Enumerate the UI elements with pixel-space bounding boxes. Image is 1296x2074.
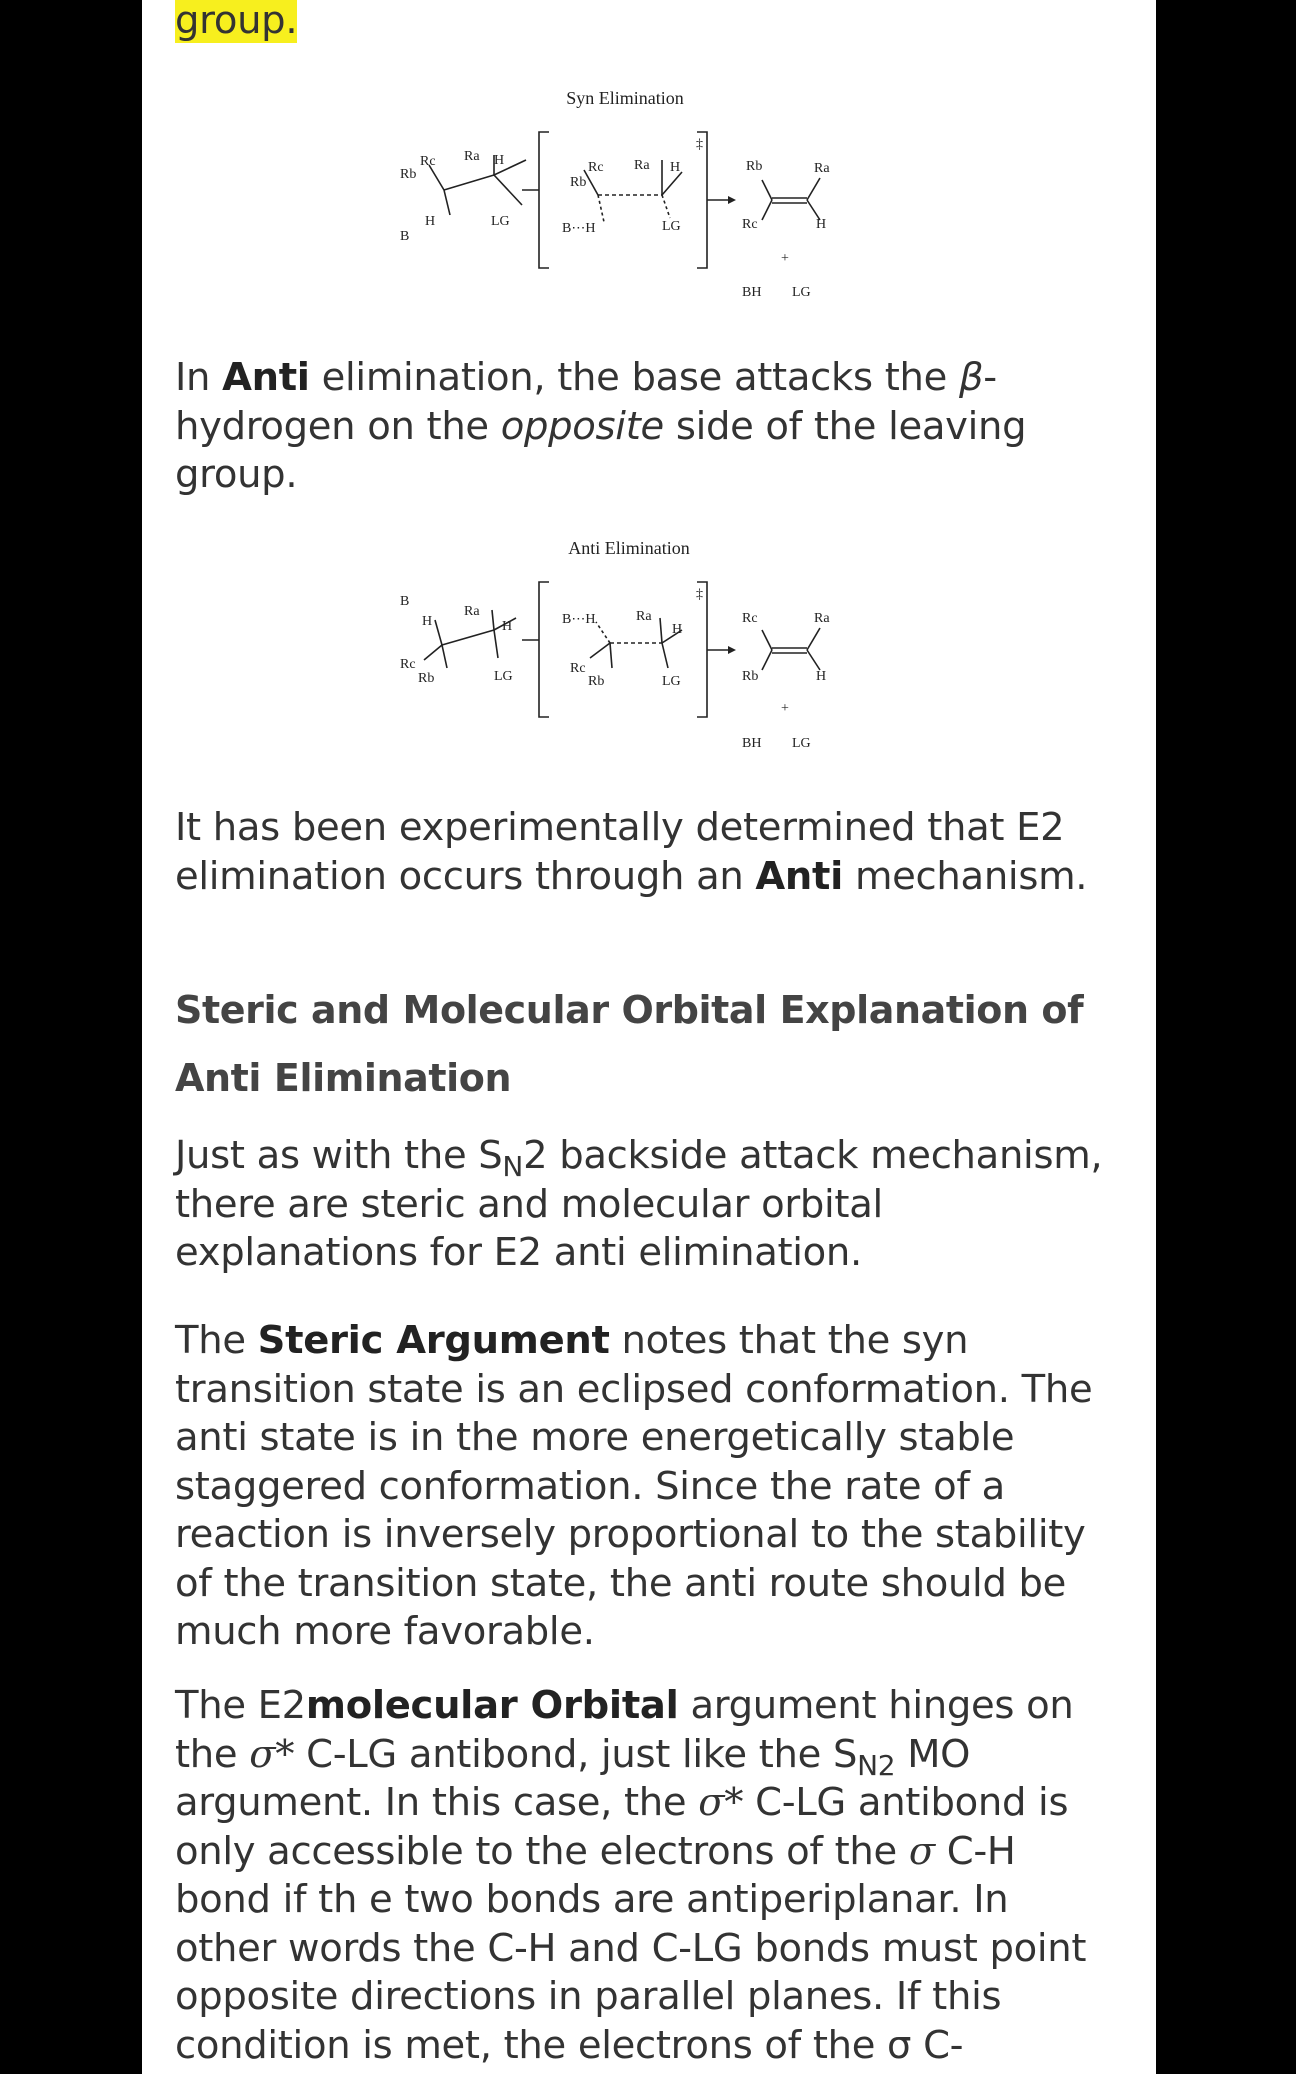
svg-text:B⋯H: B⋯H [562,221,596,236]
anti-figure-title: Anti Elimination [568,538,690,558]
steric-argument-paragraph: The Steric Argument notes that the syn transition state is an eclipsed conformation. The anti state is in the more energetically stable staggered conformation. Since the rate of a reaction is inversely proportional to the stability of the transition state, the anti route should be much more favorable. [175,1318,1093,1654]
svg-text:H: H [672,622,683,637]
svg-text:H: H [816,217,827,232]
highlighted-text[interactable]: group. [175,0,298,43]
svg-text:Rc: Rc [400,657,416,672]
mo-argument-paragraph: The E2molecular Orbital argument hinges on the σ* C-LG antibond, just like the $S_{N2}$ MO argument. In this case, the σ* C-LG antibond is only accessible to the electrons of the σ C-H bond if th e two bonds are antiperiplanar. In other words the C-H and C-LG bonds must point opposite directions in parallel planes. If this condition is met, the electrons of the σ C- [175,1683,1087,2068]
svg-text:H: H [670,160,681,175]
svg-text:H: H [816,669,827,684]
svg-text:H: H [422,614,433,629]
svg-text:B⋯H: B⋯H [562,612,596,627]
svg-text:Ra: Ra [464,149,480,164]
svg-text:Ra: Ra [636,609,652,624]
svg-text:Rb: Rb [418,671,435,686]
svg-text:Ra: Ra [814,161,830,176]
anti-elimination-figure [142,500,1156,780]
svg-text:BH: BH [742,736,762,751]
svg-text:Rb: Rb [570,175,587,190]
svg-text:LG: LG [792,736,811,751]
sn2-paragraph: Just as with the $S_N2$ backside attack mechanism, there are steric and molecular orbital explanations for E2 anti elimination. [175,1133,1103,1275]
svg-text:B: B [400,229,410,244]
svg-text:B: B [400,594,410,609]
svg-text:H: H [502,619,513,634]
svg-text:Rc: Rc [420,154,436,169]
svg-text:LG: LG [491,214,510,229]
svg-text:Rb: Rb [742,669,759,684]
svg-text:Rb: Rb [400,167,417,182]
anti-definition-paragraph: In Anti elimination, the base attacks the β-hydrogen on the opposite side of the leaving group. [175,355,1027,497]
svg-text:‡: ‡ [696,587,703,602]
svg-text:Rc: Rc [570,661,586,676]
svg-text:BH: BH [742,285,762,300]
svg-text:Ra: Ra [814,611,830,626]
svg-text:H: H [494,153,505,168]
svg-text:Rc: Rc [742,611,758,626]
syn-figure-title: Syn Elimination [566,88,684,108]
svg-text:‡: ‡ [696,137,703,152]
svg-text:LG: LG [662,219,681,234]
svg-text:LG: LG [792,285,811,300]
section-heading: Steric and Molecular Orbital Explanation of Anti Elimination [175,988,1084,1100]
svg-text:Rb: Rb [588,674,605,689]
svg-text:Ra: Ra [464,604,480,619]
svg-text:Rc: Rc [588,160,604,175]
document-page [142,0,1156,2074]
svg-text:+: + [781,251,789,266]
svg-text:+: + [781,701,789,716]
svg-text:H: H [425,214,436,229]
syn-elimination-figure [142,0,1156,320]
experimental-paragraph: It has been experimentally determined that E2 elimination occurs through an Anti mechanism. [175,805,1088,899]
svg-text:Ra: Ra [634,158,650,173]
svg-text:Rb: Rb [746,159,763,174]
svg-text:LG: LG [662,674,681,689]
svg-text:Rc: Rc [742,217,758,232]
svg-text:LG: LG [494,669,513,684]
